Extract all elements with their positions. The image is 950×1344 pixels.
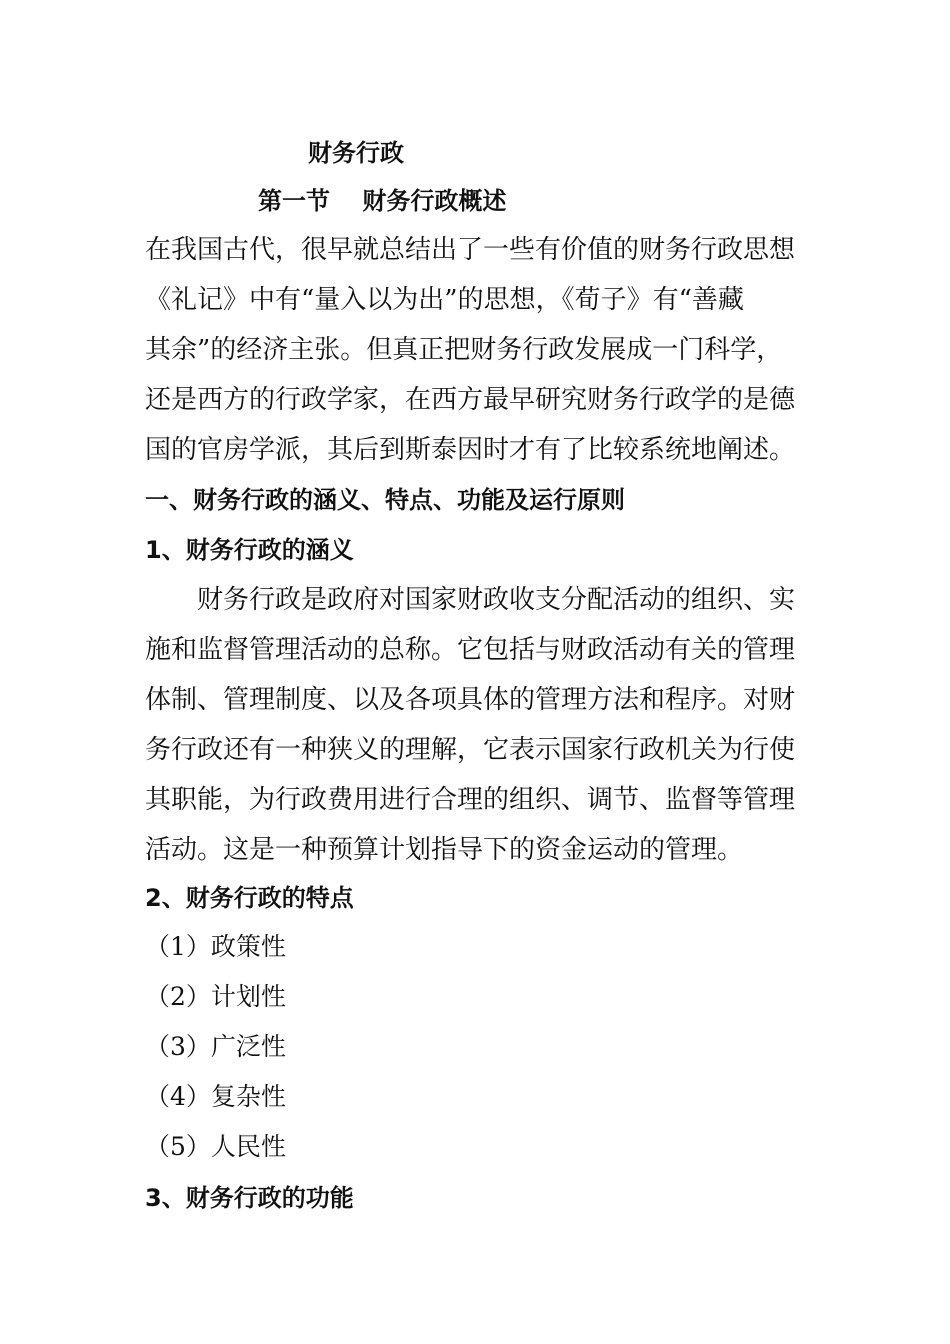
subheading-meaning: 1、财务行政的涵义 bbox=[145, 536, 354, 564]
subheading-functions: 3、财务行政的功能 bbox=[145, 1184, 354, 1212]
definition-line: 施和监督管理活动的总称。它包括与财政活动有关的管理 bbox=[145, 635, 796, 665]
subheading-features: 2、财务行政的特点 bbox=[145, 884, 354, 912]
definition-line: 体制、管理制度、以及各项具体的管理方法和程序。对财 bbox=[145, 685, 796, 715]
intro-line: 《礼记》中有“量入以为出”的思想，《荀子》有“善藏 bbox=[145, 285, 744, 315]
heading-1: 一、财务行政的涵义、特点、功能及运行原则 bbox=[145, 486, 625, 514]
definition-line: 财务行政是政府对国家财政收支分配活动的组织、实 bbox=[145, 585, 796, 615]
intro-line: 其余”的经济主张。但真正把财务行政发展成一门科学， bbox=[145, 335, 783, 365]
definition-line: 活动。这是一种预算计划指导下的资金运动的管理。 bbox=[145, 835, 744, 865]
intro-line: 还是西方的行政学家，在西方最早研究财务行政学的是德 bbox=[145, 385, 796, 415]
intro-line: 国的官房学派，其后到斯泰因时才有了比较系统地阐述。 bbox=[145, 435, 796, 465]
definition-line: 其职能，为行政费用进行合理的组织、调节、监督等管理 bbox=[145, 785, 796, 815]
feature-item: （5）人民性 bbox=[145, 1132, 286, 1161]
feature-item: （1）政策性 bbox=[145, 932, 286, 961]
feature-item: （4）复杂性 bbox=[145, 1082, 286, 1111]
definition-line: 务行政还有一种狭义的理解，它表示国家行政机关为行使 bbox=[145, 735, 796, 765]
feature-item: （2）计划性 bbox=[145, 982, 286, 1011]
feature-item: （3）广泛性 bbox=[145, 1032, 286, 1061]
doc-title: 财务行政 bbox=[308, 139, 404, 167]
intro-line: 在我国古代，很早就总结出了一些有价值的财务行政思想 bbox=[145, 235, 796, 265]
section-title: 第一节 财务行政概述 bbox=[258, 187, 507, 215]
